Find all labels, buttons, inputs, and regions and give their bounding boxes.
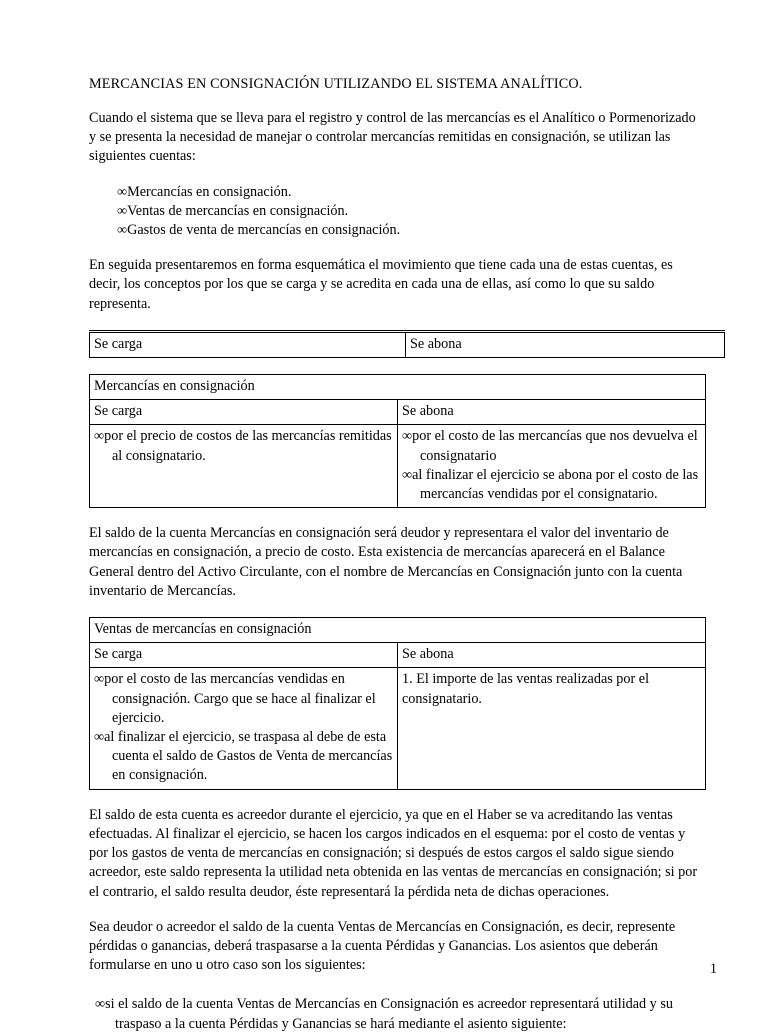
table2-header-right: Se abona — [398, 400, 706, 425]
accounts-list — [89, 183, 706, 241]
list-item-label: Gastos de venta de mercancías en consignación. — [127, 222, 401, 239]
table2-right-item-text: al finalizar el ejercicio se abona por el costo de las mercancías vendidas por el consignatario. — [412, 466, 699, 503]
page-number: 1 — [709, 961, 717, 977]
final-bullet-text: si el saldo de la cuenta Ventas de Mercancías en Consignación es acreedor representará utilidad y su traspaso a la cuenta Pérdidas y Ganancias se hará mediante el asiento siguiente: — [105, 996, 673, 1032]
table2-caption: Mercancías en consignación — [90, 375, 706, 400]
infinity-bullet-icon: ∞ — [94, 671, 105, 688]
infinity-bullet-icon: ∞ — [117, 222, 128, 239]
table2-left-item-text: por el precio de costos de las mercancías remitidas al consignatario. — [104, 428, 392, 464]
after-table3-paragraph: El saldo de esta cuenta es acreedor durante el ejercicio, ya que en el Haber se va acreditando las ventas efectuadas. Al finalizar el ejercicio, se hacen los cargos indicados en el esquema: por el costo de ventas y por los gastos de venta de mercancías en consignación; si después de estos cargos el saldo sigue siendo acreedor, este saldo representa la utilidad neta obtenida en las ventas de mercancías en consignación; si por el contrario, el saldo resulta deudor, éste representará la pérdida neta de dichas operaciones. — [89, 806, 698, 900]
table1-header-left: Se carga — [90, 331, 406, 357]
infinity-bullet-icon: ∞ — [94, 428, 105, 445]
after-list-paragraph: En seguida presentaremos en forma esquemática el movimiento que tiene cada una de estas cuentas, es decir, los conceptos por los que se carga y se acredita en cada una de ellas, así como lo que su saldo representa. — [89, 257, 673, 312]
infinity-bullet-icon: ∞ — [117, 183, 128, 200]
closing-paragraph: Sea deudor o acreedor el saldo de la cuenta Ventas de Mercancías en Consignación, es decir, represente pérdidas o ganancias, deberá traspasarse a la cuenta Pérdidas y Ganancias. Los asientos que deberán formularse en uno u otro caso son los siguientes: — [89, 918, 676, 974]
table2-right-item — [402, 427, 701, 465]
table3-left-item — [94, 728, 393, 786]
table-row — [90, 668, 706, 789]
table2-right-item-text: por el costo de las mercancías que nos devuelva el consignatario — [412, 428, 698, 464]
list-item-label: Ventas de mercancías en consignación. — [127, 202, 349, 219]
final-bullet-paragraph — [95, 995, 706, 1033]
table-schema-blank — [89, 330, 725, 358]
table-ventas-de-mercancias-en-consignacion — [89, 617, 706, 790]
after-table2-paragraph: El saldo de la cuenta Mercancías en consignación será deudor y representara el valor del inventario de mercancías en consignación, a precio de costo. Esta existencia de mercancías aparecerá en el Balance General dentro del Activo Circulante, con el nombre de Mercancías en Consignación junto con la cuenta inventario de Mercancías. — [89, 525, 683, 599]
table-row — [90, 618, 706, 643]
table2-cell-left — [90, 425, 398, 508]
table-row — [90, 375, 706, 400]
infinity-bullet-icon: ∞ — [95, 996, 106, 1013]
infinity-bullet-icon: ∞ — [402, 428, 413, 445]
table2-cell-right — [398, 425, 706, 508]
table-row — [90, 425, 706, 508]
table2-left-item — [94, 427, 393, 465]
infinity-bullet-icon: ∞ — [117, 202, 128, 219]
table3-cell-left — [90, 668, 398, 789]
table-row — [90, 643, 706, 668]
list-item — [117, 221, 706, 240]
table3-caption: Ventas de mercancías en consignación — [90, 618, 706, 643]
table2-header-left: Se carga — [90, 400, 398, 425]
infinity-bullet-icon: ∞ — [402, 466, 413, 483]
table-row — [90, 400, 706, 425]
table3-left-item-text: al finalizar el ejercicio, se traspasa al debe de esta cuenta el saldo de Gastos de Venta de mercancías en consignación. — [104, 729, 393, 784]
infinity-bullet-icon: ∞ — [94, 729, 105, 746]
page-title: MERCANCIAS EN CONSIGNACIÓN UTILIZANDO EL SISTEMA ANALÍTICO. — [89, 76, 583, 92]
table-row — [90, 331, 725, 357]
list-item — [117, 202, 706, 221]
document-body — [89, 76, 706, 1034]
table2-right-item — [402, 466, 701, 504]
table3-left-item-text: por el costo de las mercancías vendidas en consignación. Cargo que se hace al finalizar el ejercicio. — [104, 671, 376, 726]
table-mercancias-en-consignacion — [89, 374, 706, 508]
table3-left-item — [94, 670, 393, 728]
table3-header-right: Se abona — [398, 643, 706, 668]
table3-header-left: Se carga — [90, 643, 398, 668]
list-item-label: Mercancías en consignación. — [127, 183, 292, 200]
list-item — [117, 183, 706, 202]
table1-header-right: Se abona — [406, 331, 725, 357]
intro-paragraph: Cuando el sistema que se lleva para el registro y control de las mercancías es el Analítico o Pormenorizado y se presenta la necesidad de manejar o controlar mercancías remitidas en consignación, se utilizan las siguientes cuentas: — [89, 110, 696, 165]
table3-cell-right: 1. El importe de las ventas realizadas por el consignatario. — [398, 668, 706, 789]
